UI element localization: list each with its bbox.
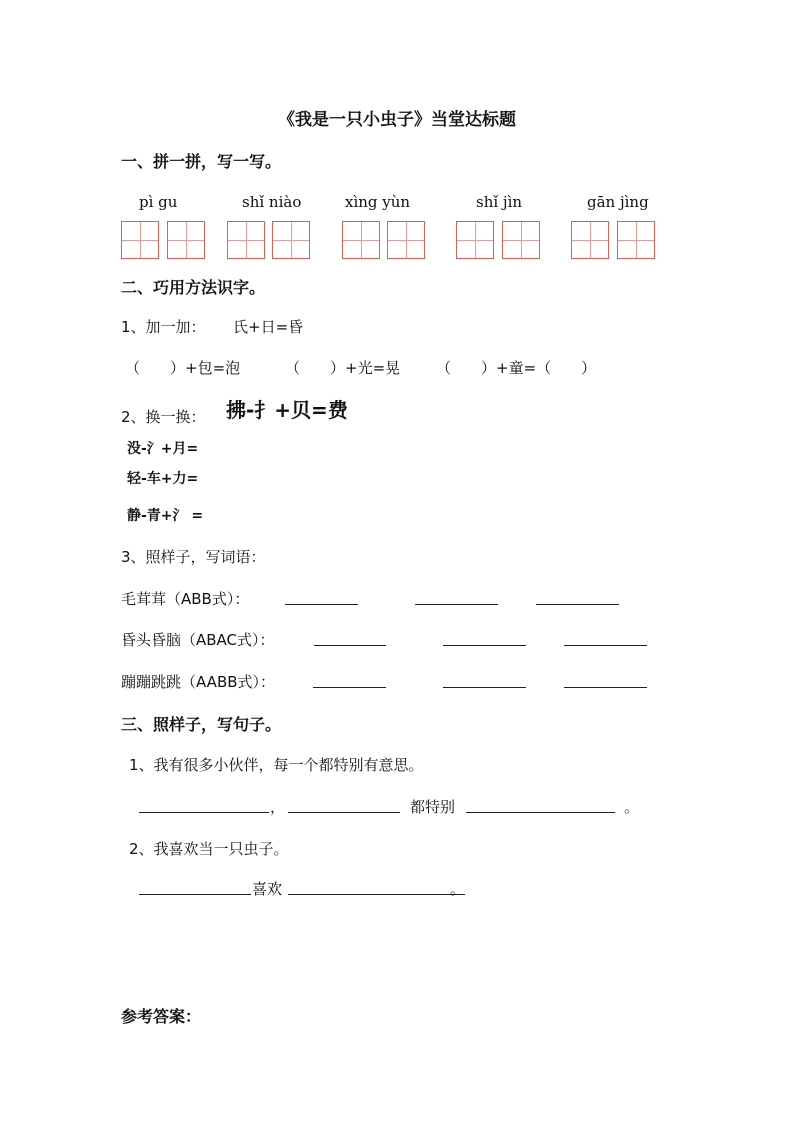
s3-q1-comma: ， bbox=[270, 798, 286, 816]
answer-blank[interactable] bbox=[288, 878, 465, 895]
q2-label: 2、换一换： bbox=[121, 408, 206, 426]
q3-item-2: 昏头昏脑（ABAC式）： bbox=[121, 631, 275, 649]
section-2-heading: 二、巧用方法识字。 bbox=[121, 278, 266, 297]
q1-label: 1、加一加： bbox=[121, 318, 206, 336]
writing-box[interactable] bbox=[502, 221, 540, 259]
answer-blank[interactable] bbox=[285, 588, 358, 605]
pinyin-4: shǐ jìn bbox=[476, 193, 523, 211]
writing-box[interactable] bbox=[571, 221, 609, 259]
pinyin-5: gān jìng bbox=[587, 193, 649, 211]
answer-blank[interactable] bbox=[466, 796, 615, 813]
s3-q2-mid: 喜欢 bbox=[252, 880, 283, 898]
pinyin-3: xìng yùn bbox=[345, 193, 411, 211]
page-title: 《我是一只小虫子》当堂达标题 bbox=[278, 110, 516, 130]
pinyin-2: shǐ niào bbox=[242, 193, 302, 211]
writing-box[interactable] bbox=[342, 221, 380, 259]
writing-box[interactable] bbox=[227, 221, 265, 259]
q1-example: 氏+日=昏 bbox=[233, 318, 304, 336]
answer-blank[interactable] bbox=[288, 796, 400, 813]
answer-blank[interactable] bbox=[564, 629, 647, 646]
section-3-heading: 三、照样子，写句子。 bbox=[121, 715, 282, 734]
q2-item-3: 静-青+氵 = bbox=[127, 508, 204, 524]
answers-heading: 参考答案： bbox=[121, 1007, 202, 1026]
q3-label: 3、照样子，写词语： bbox=[121, 548, 266, 566]
q2-item-1: 没-氵+月= bbox=[127, 441, 199, 457]
answer-blank[interactable] bbox=[415, 588, 498, 605]
writing-box[interactable] bbox=[272, 221, 310, 259]
s3-q1-sentence: 1、我有很多小伙伴，每一个都特别有意思。 bbox=[129, 756, 424, 774]
q2-example: 拂-扌+贝=费 bbox=[226, 398, 348, 422]
pinyin-1: pì gu bbox=[139, 193, 178, 211]
answer-blank[interactable] bbox=[313, 671, 386, 688]
answer-blank[interactable] bbox=[139, 796, 269, 813]
answer-blank[interactable] bbox=[536, 588, 619, 605]
writing-box[interactable] bbox=[387, 221, 425, 259]
answer-blank[interactable] bbox=[564, 671, 647, 688]
q1-item-2: （ ）+光=晃 bbox=[285, 359, 401, 377]
writing-box[interactable] bbox=[121, 221, 159, 259]
section-1-heading: 一、拼一拼，写一写。 bbox=[121, 152, 282, 171]
answer-blank[interactable] bbox=[443, 629, 526, 646]
answer-blank[interactable] bbox=[443, 671, 526, 688]
writing-box[interactable] bbox=[456, 221, 494, 259]
q1-item-1: （ ）+包=泡 bbox=[125, 359, 241, 377]
q2-item-2: 轻-车+力= bbox=[127, 471, 199, 487]
writing-box[interactable] bbox=[617, 221, 655, 259]
s3-q1-mid: 都特别 bbox=[410, 798, 456, 816]
q3-item-3: 蹦蹦跳跳（AABB式）： bbox=[121, 673, 276, 691]
s3-q1-end: 。 bbox=[624, 798, 640, 816]
answer-blank[interactable] bbox=[139, 878, 251, 895]
s3-q2-end: 。 bbox=[450, 880, 466, 898]
answer-blank[interactable] bbox=[314, 629, 386, 646]
s3-q2-sentence: 2、我喜欢当一只虫子。 bbox=[129, 840, 289, 858]
q3-item-1: 毛茸茸（ABB式）： bbox=[121, 590, 250, 608]
writing-box[interactable] bbox=[167, 221, 205, 259]
q1-item-3: （ ）+童=（ ） bbox=[436, 359, 597, 377]
